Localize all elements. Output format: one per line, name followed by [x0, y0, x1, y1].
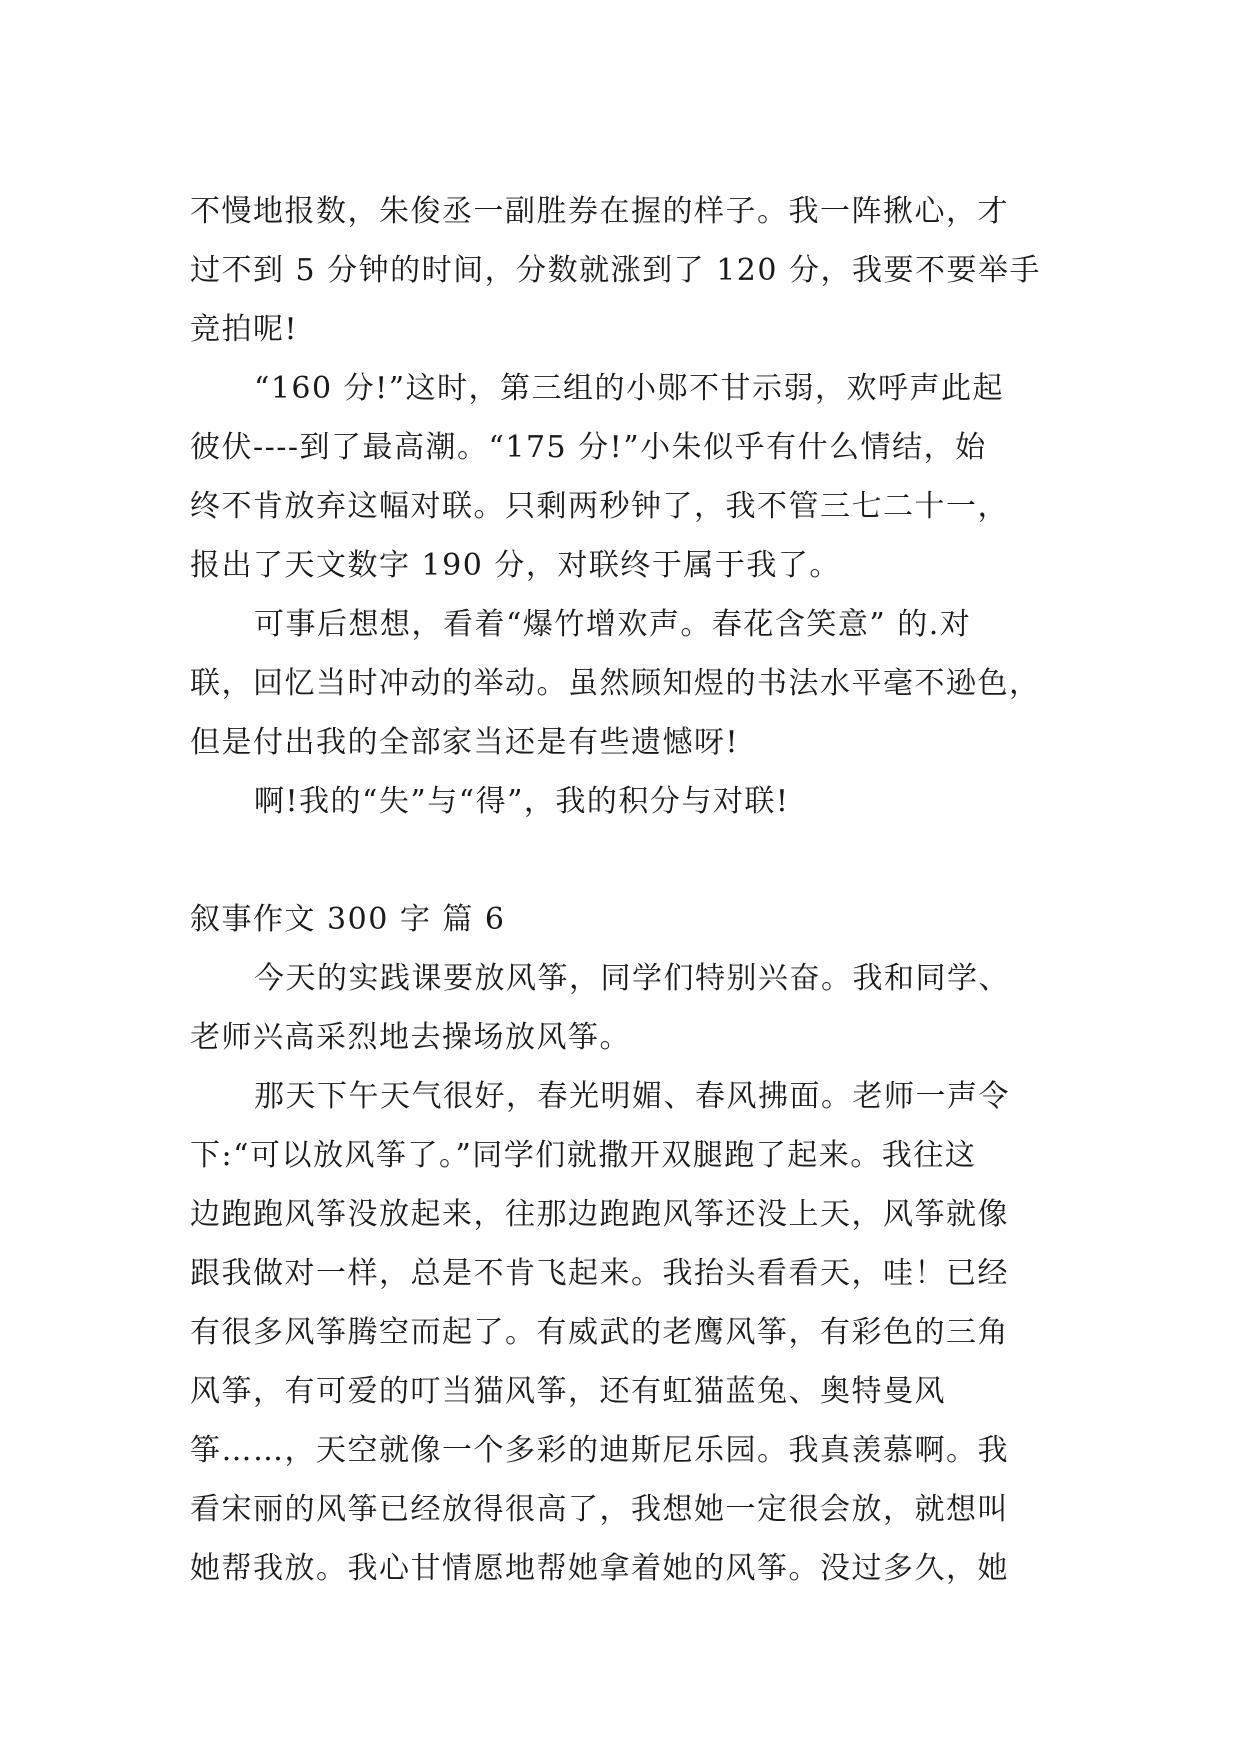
text-line: 她帮我放。我心甘情愿地帮她拿着她的风筝。没过多久，她: [190, 1551, 1009, 1586]
blank-line: [190, 831, 1050, 890]
text-line: 彼伏----到了最高潮。“175 分!”小朱似乎有什么情结，始: [190, 430, 987, 465]
text-line: 边跑跑风筝没放起来，往那边跑跑风筝还没上天，风筝就像: [190, 1197, 1009, 1232]
text-line: 不慢地报数，朱俊丞一副胜券在握的样子。我一阵揪心，才: [190, 194, 1009, 229]
text-line: 终不肯放弃这幅对联。只剩两秒钟了，我不管三七二十一，: [190, 489, 1009, 524]
paragraph-start-line: 可事后想想，看着“爆竹增欢声。春花含笑意” 的.对: [254, 607, 972, 642]
text-line: 有很多风筝腾空而起了。有威武的老鹰风筝，有彩色的三角: [190, 1315, 1009, 1350]
paragraph-start-line: 啊!我的“失”与“得”，我的积分与对联!: [254, 784, 790, 819]
paragraph-start-line: 那天下午天气很好，春光明媚、春风拂面。老师一声令: [254, 1079, 1010, 1114]
text-line: 联，回忆当时冲动的举动。虽然顾知煜的书法水平毫不逊色，: [190, 666, 1041, 701]
text-line: 报出了天文数字 190 分，对联终于属于我了。: [190, 548, 841, 583]
text-line: 竞拍呢!: [190, 312, 299, 347]
section-heading: 叙事作文 300 字 篇 6: [190, 902, 506, 937]
text-line: 跟我做对一样，总是不肯飞起来。我抬头看看天，哇！已经: [190, 1256, 1009, 1291]
text-line: 风筝，有可爱的叮当猫风筝，还有虹猫蓝兔、奥特曼风: [190, 1374, 946, 1409]
text-line: 看宋丽的风筝已经放得很高了，我想她一定很会放，就想叫: [190, 1492, 1009, 1527]
text-line: 过不到 5 分钟的时间，分数就涨到了 120 分，我要不要举手: [190, 253, 1041, 288]
paragraph-start-line: “160 分!”这时，第三组的小郧不甘示弱，欢呼声此起: [254, 371, 1005, 406]
paragraph-start-line: 今天的实践课要放风筝，同学们特别兴奋。我和同学、: [254, 961, 1010, 996]
text-line: 老师兴高采烈地去操场放风筝。: [190, 1020, 631, 1055]
text-line: 但是付出我的全部家当还是有些遗憾呀!: [190, 725, 740, 760]
document-body: [190, 182, 1050, 1598]
text-line: 下:“可以放风筝了。”同学们就撒开双腿跑了起来。我往这: [190, 1138, 977, 1173]
text-line: 筝……，天空就像一个多彩的迪斯尼乐园。我真羡慕啊。我: [190, 1433, 1009, 1468]
